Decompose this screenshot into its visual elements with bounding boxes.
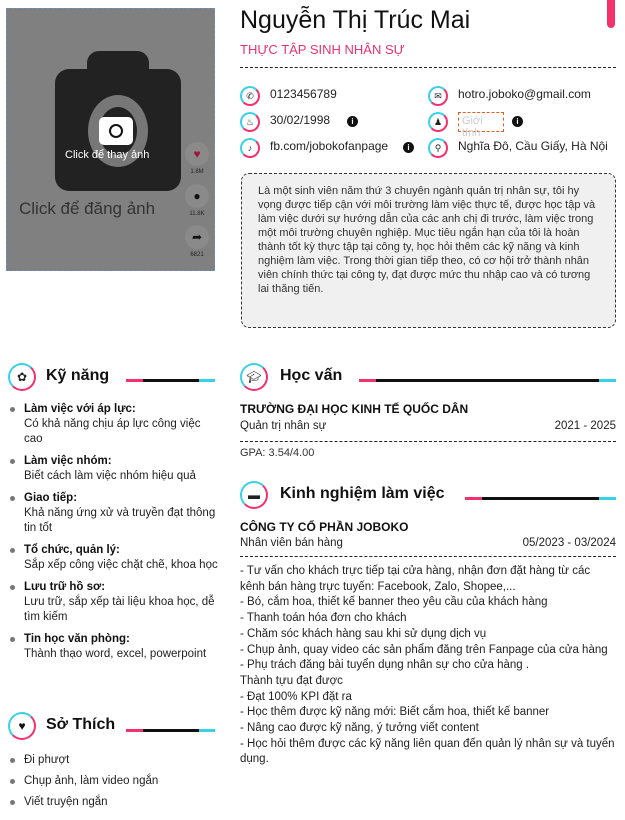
description-line: - Chăm sóc khách hàng sau khi sử dụng dịch vụ xyxy=(240,627,487,640)
tiktok-icon: ♪ xyxy=(240,138,260,158)
experience-description[interactable] xyxy=(240,564,618,768)
job-title[interactable]: THỰC TẬP SINH NHÂN SỰ xyxy=(240,42,405,57)
skills-heading: Kỹ năng xyxy=(46,367,110,384)
heading-divider xyxy=(126,379,215,382)
education-heading: Học vấn xyxy=(280,367,343,384)
career-objective[interactable]: Là một sinh viên năm thứ 3 chuyên ngành quản trị nhân sự, tôi hy vọng được tiếp cận với môi trường làm việc thực tế, được học tập và làm việc dưới sự hướng dẫn của các anh chị đi trước, làm việc trong một môi trường chuyên nghiệp. Mục tiêu ngắn hạn của tôi là hoàn thành tốt kỳ thực tập tại công ty, học hỏi thêm các kỹ năng và kinh nghiệm làm việc. Trong thời gian tiếp theo, có cơ hội trở thành nhân viên chính thức tại công ty, đạt được mức thu nhập cao và có tương lai thăng tiến. xyxy=(241,173,616,328)
info-icon[interactable]: i xyxy=(512,116,523,127)
location-pin-icon: ⚲ xyxy=(428,138,448,158)
skill-item[interactable]: Giao tiếp: Khả năng ứng xử và truyền đạt thông tin tốt xyxy=(10,491,220,536)
facebook-field[interactable]: fb.com/jobokofanpage xyxy=(270,139,389,153)
comment-icon: ● xyxy=(185,184,209,208)
skills-icon: ✿ xyxy=(8,363,36,391)
email-field[interactable]: hotro.joboko@gmail.com xyxy=(458,87,591,101)
birthday-field[interactable]: 30/02/1998 xyxy=(270,113,331,127)
skills-list xyxy=(10,402,220,669)
education-period[interactable]: 2021 - 2025 xyxy=(554,420,616,432)
divider xyxy=(240,67,616,68)
likes-count: 1.8M xyxy=(190,169,204,175)
share-icon: ➦ xyxy=(185,225,209,249)
info-icon[interactable]: i xyxy=(403,142,414,153)
divider xyxy=(240,441,616,442)
skill-item[interactable]: Làm việc với áp lực: Có khả năng chịu áp lực công việc cao xyxy=(10,402,220,447)
shares-count: 6821 xyxy=(190,252,204,258)
company-name[interactable]: CÔNG TY CỔ PHẦN JOBOKO xyxy=(240,520,409,534)
description-line: - Tư vấn cho khách trực tiếp tại cửa hàng, nhận đơn đặt hàng từ các kênh bán hàng trực tuyến: Facebook, Zalo, Shopee,... xyxy=(240,565,591,593)
accent-tab xyxy=(607,0,615,28)
full-name[interactable]: Nguyễn Thị Trúc Mai xyxy=(240,6,471,34)
avatar-upload[interactable] xyxy=(6,8,215,271)
hobbies-heading: Sở Thích xyxy=(46,716,116,733)
comments-count: 11.8K xyxy=(189,211,205,217)
major[interactable]: Quản trị nhân sự xyxy=(240,420,327,432)
email-icon: ✉ xyxy=(428,86,448,106)
heading-divider xyxy=(465,497,616,500)
description-line: - Chụp ảnh, quay video các sản phẩm đăng trên Fanpage của cửa hàng xyxy=(240,643,608,656)
description-line: - Thanh toán hóa đơn cho khách xyxy=(240,612,407,625)
description-line: - Học hỏi thêm được các kỹ năng liên quan đến quản lý nhân sự và tuyển dụng. xyxy=(240,737,615,766)
heading-divider xyxy=(126,729,215,732)
skill-item[interactable]: Lưu trữ hồ sơ: Lưu trữ, sắp xếp tài liệu khoa học, dễ tìm kiếm xyxy=(10,580,220,625)
briefcase-icon: ▬ xyxy=(240,481,268,509)
hobby-item[interactable]: Chụp ảnh, làm video ngắn xyxy=(10,774,220,789)
hobby-item[interactable]: Viết truyện ngắn xyxy=(10,795,220,810)
hobby-item[interactable]: Đi phượt xyxy=(10,753,220,768)
birthday-cake-icon: ♨ xyxy=(240,112,260,132)
description-line: - Nâng cao được kỹ năng, ý tưởng viết content xyxy=(240,722,479,735)
description-line: Thành tựu đạt được xyxy=(240,674,343,687)
info-icon[interactable]: i xyxy=(347,116,358,127)
divider xyxy=(240,556,616,557)
address-field[interactable]: Nghĩa Đô, Cầu Giấy, Hà Nội xyxy=(458,139,608,153)
experience-heading: Kinh nghiệm làm việc xyxy=(280,485,445,502)
description-line: - Phụ trách đăng bài tuyển dụng nhân sự cho cửa hàng . xyxy=(240,659,530,672)
experience-period[interactable]: 05/2023 - 03/2024 xyxy=(522,537,616,549)
phone-icon: ✆ xyxy=(240,86,260,106)
skill-item[interactable]: Tổ chức, quản lý: Sắp xếp công việc chặt chẽ, khoa học xyxy=(10,543,220,573)
graduation-cap-icon: 🎓︎ xyxy=(240,363,268,391)
gpa[interactable]: GPA: 3.54/4.00 xyxy=(240,447,315,459)
description-line: - Bó, cắm hoa, thiết kế banner theo yêu cầu của khách hàng xyxy=(240,596,548,609)
skill-item[interactable]: Tin học văn phòng: Thành thạo word, excel, powerpoint xyxy=(10,632,220,662)
hobbies-list xyxy=(10,753,220,816)
description-line: - Học thêm được kỹ năng mới: Biết cắm hoa, thiết kế banner xyxy=(240,706,550,719)
heart-icon: ♥ xyxy=(8,712,36,740)
gender-field[interactable]: Giới tính xyxy=(458,112,504,132)
role[interactable]: Nhân viên bán hàng xyxy=(240,537,343,549)
heading-divider xyxy=(359,379,616,382)
school-name[interactable]: TRƯỜNG ĐẠI HỌC KINH TẾ QUỐC DÂN xyxy=(240,402,469,416)
person-icon: ♟ xyxy=(428,112,448,132)
camera-icon[interactable] xyxy=(99,117,133,145)
upload-placeholder-text: Click để đăng ảnh xyxy=(19,199,156,218)
change-photo-label[interactable]: Click để thay ảnh xyxy=(65,149,150,161)
skill-item[interactable]: Làm việc nhóm: Biết cách làm việc nhóm hiệu quả xyxy=(10,454,220,484)
heart-icon: ♥ xyxy=(185,142,209,166)
description-line: - Đạt 100% KPI đặt ra xyxy=(240,690,352,703)
phone-field[interactable]: 0123456789 xyxy=(270,87,337,101)
